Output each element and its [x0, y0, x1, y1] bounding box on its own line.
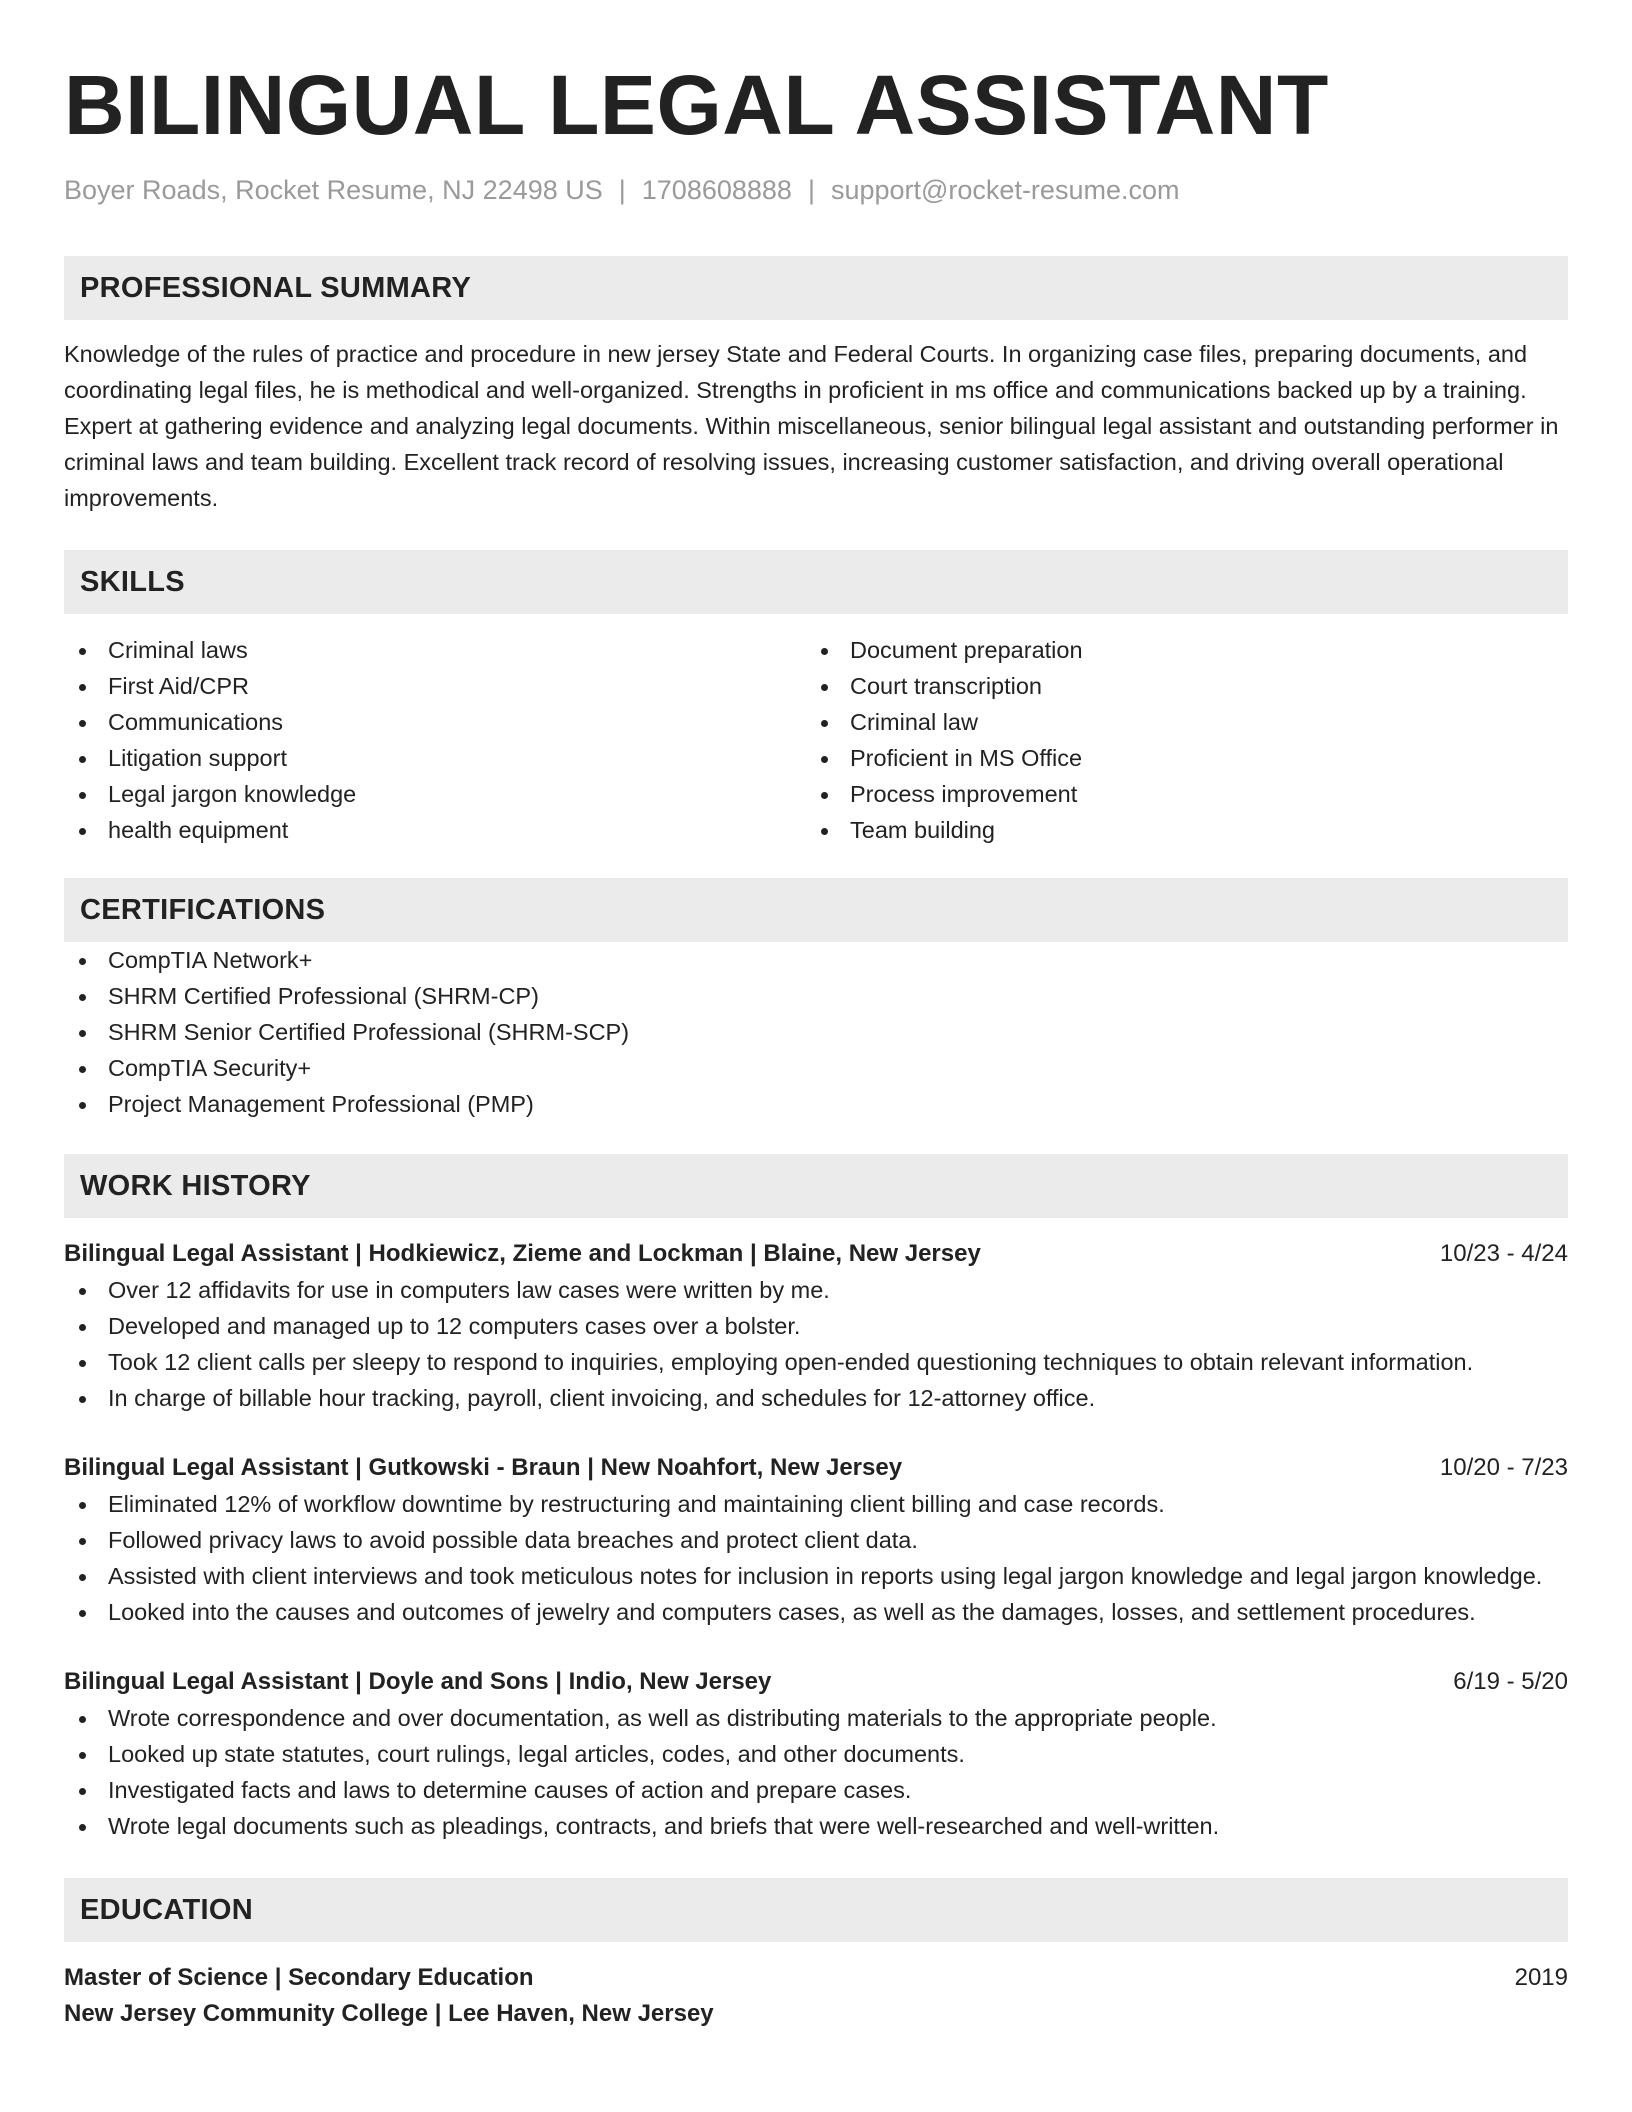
summary-text: Knowledge of the rules of practice and procedure in new jersey State and Federal Courts. In organizing case files, preparing documents, and coordinating legal files, he is methodical and well-organized. Strengths in proficient in ms office and communications backed up by a training. Expert at gathering evidence and analyzing legal documents. Within miscellaneous, senior bilingual legal assistant and outstanding performer in criminal laws and team building. Excellent track record of resolving issues, increasing customer satisfaction, and driving overall operational improvements.	[64, 341, 1559, 511]
skill-item: First Aid/CPR	[64, 668, 806, 704]
contact-email: support@rocket-resume.com	[830, 175, 1180, 205]
skills-column-right	[806, 632, 1548, 848]
section-heading-certifications: CERTIFICATIONS	[64, 878, 1568, 942]
job-bullet: Developed and managed up to 12 computers cases over a bolster.	[64, 1308, 1568, 1344]
job-bullet: Over 12 affidavits for use in computers law cases were written by me.	[64, 1272, 1568, 1308]
skill-item: Legal jargon knowledge	[64, 776, 806, 812]
job-bullet: Eliminated 12% of workflow downtime by restructuring and maintaining client billing and case records.	[64, 1486, 1568, 1522]
job-header	[64, 1664, 1568, 1700]
job-bullet-list	[64, 1486, 1568, 1630]
job-bullet: Looked up state statutes, court rulings, legal articles, codes, and other documents.	[64, 1736, 1568, 1772]
education-degree: Master of Science | Secondary Education	[64, 1964, 534, 1991]
certification-item: CompTIA Security+	[64, 1050, 1568, 1086]
section-heading-education: EDUCATION	[64, 1878, 1568, 1942]
section-heading-skills: SKILLS	[64, 550, 1568, 614]
job-bullet-list	[64, 1700, 1568, 1844]
section-heading-summary: PROFESSIONAL SUMMARY	[64, 256, 1568, 320]
skill-item: Litigation support	[64, 740, 806, 776]
job-dates: 6/19 - 5/20	[1453, 1668, 1568, 1695]
certification-item: Project Management Professional (PMP)	[64, 1086, 1568, 1122]
job-dates: 10/20 - 7/23	[1439, 1454, 1568, 1481]
job-title: Bilingual Legal Assistant | Doyle and Sons | Indio, New Jersey	[64, 1668, 772, 1695]
job-bullet: Investigated facts and laws to determine causes of action and prepare cases.	[64, 1772, 1568, 1808]
job-bullet: Took 12 client calls per sleepy to respond to inquiries, employing open-ended questioning techniques to obtain relevant information.	[64, 1344, 1568, 1380]
job-bullet: Wrote correspondence and over documentation, as well as distributing materials to the appropriate people.	[64, 1700, 1568, 1736]
job-bullet: In charge of billable hour tracking, payroll, client invoicing, and schedules for 12-attorney office.	[64, 1380, 1568, 1416]
job-bullet-list	[64, 1272, 1568, 1416]
certification-item: SHRM Certified Professional (SHRM-CP)	[64, 978, 1568, 1014]
job-bullet: Followed privacy laws to avoid possible data breaches and protect client data.	[64, 1522, 1568, 1558]
skills-column-left	[64, 632, 806, 848]
certification-list	[64, 942, 1568, 1122]
job-header	[64, 1236, 1568, 1272]
skill-item: Communications	[64, 704, 806, 740]
skills-grid	[64, 632, 1568, 848]
job-title: Bilingual Legal Assistant | Hodkiewicz, Zieme and Lockman | Blaine, New Jersey	[64, 1240, 981, 1267]
skill-item: Criminal laws	[64, 632, 806, 668]
skill-item: Team building	[806, 812, 1548, 848]
contact-line	[64, 172, 1568, 208]
job-bullet: Looked into the causes and outcomes of jewelry and computers cases, as well as the damages, losses, and settlement procedures.	[64, 1594, 1568, 1630]
education-year: 2019	[1514, 1964, 1568, 1991]
skill-item: Proficient in MS Office	[806, 740, 1548, 776]
education-school: New Jersey Community College | Lee Haven, New Jersey	[64, 2000, 714, 2027]
education-entry	[64, 1960, 1568, 2032]
job-dates: 10/23 - 4/24	[1439, 1240, 1568, 1267]
contact-separator: |	[618, 175, 626, 205]
certification-item: CompTIA Network+	[64, 942, 1568, 978]
skill-item: Document preparation	[806, 632, 1548, 668]
education-header	[64, 1960, 1568, 1996]
contact-separator: |	[807, 175, 815, 205]
job-header	[64, 1450, 1568, 1486]
section-heading-work-history: WORK HISTORY	[64, 1154, 1568, 1218]
job-title: Bilingual Legal Assistant | Gutkowski - Braun | New Noahfort, New Jersey	[64, 1454, 903, 1481]
skill-item: Criminal law	[806, 704, 1548, 740]
skill-item: Process improvement	[806, 776, 1548, 812]
contact-address: Boyer Roads, Rocket Resume, NJ 22498 US	[64, 175, 603, 205]
skill-item: Court transcription	[806, 668, 1548, 704]
job-bullet: Wrote legal documents such as pleadings, contracts, and briefs that were well-researched and well-written.	[64, 1808, 1568, 1844]
resume-title: BILINGUAL LEGAL ASSISTANT	[64, 58, 1329, 152]
job-entry	[64, 1450, 1568, 1630]
skill-item: health equipment	[64, 812, 806, 848]
job-entry	[64, 1236, 1568, 1416]
contact-phone: 1708608888	[641, 175, 792, 205]
job-entry	[64, 1664, 1568, 1844]
certification-item: SHRM Senior Certified Professional (SHRM-SCP)	[64, 1014, 1568, 1050]
job-bullet: Assisted with client interviews and took meticulous notes for inclusion in reports using legal jargon knowledge and legal jargon knowledge.	[64, 1558, 1568, 1594]
